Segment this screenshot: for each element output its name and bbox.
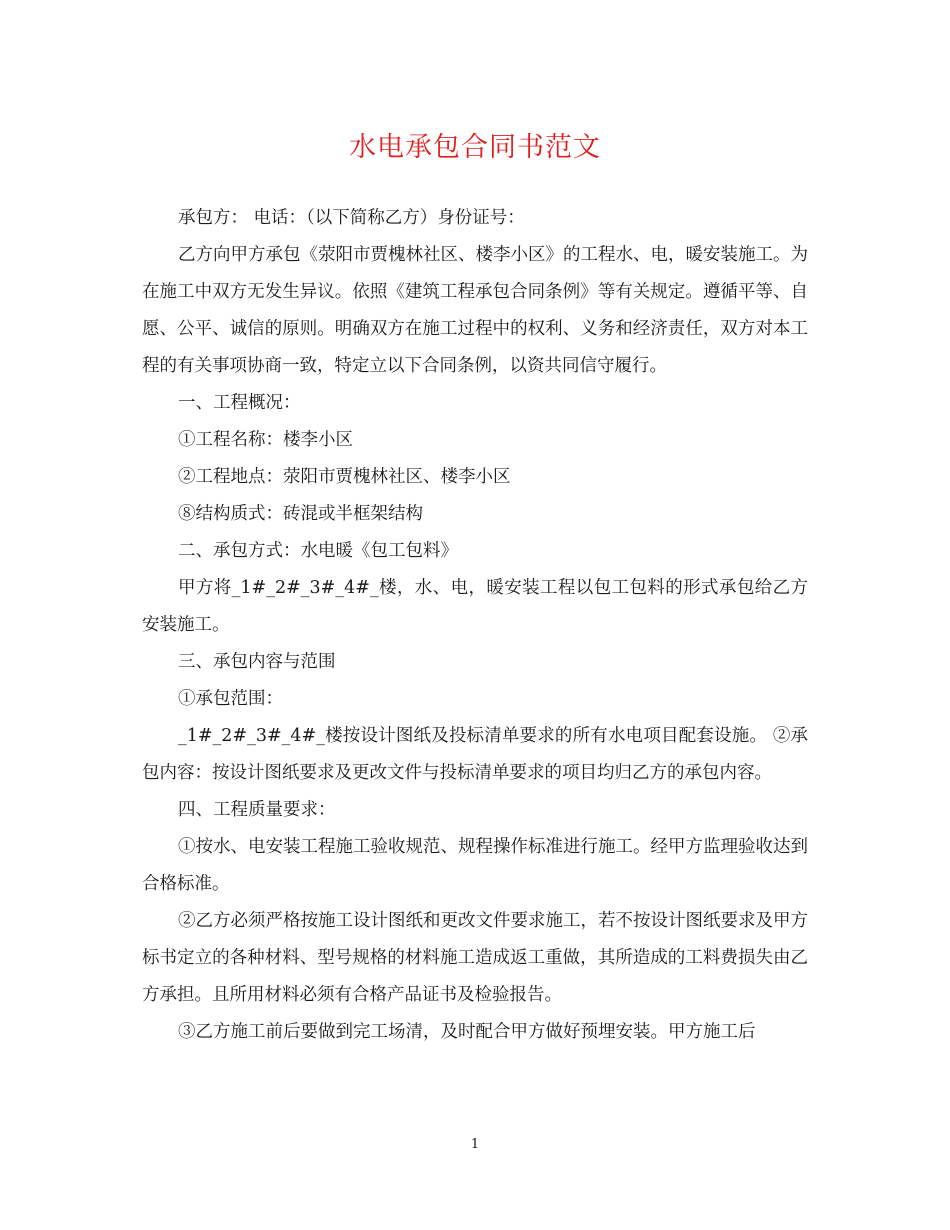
section-heading-contract-method: 二、承包方式：水电暖《包工包料》 bbox=[178, 541, 458, 561]
paragraph-quality-1: ①按水、电安装工程施工验收规范、规程操作标准进行施工。经甲方监理验收达到合格标准。 bbox=[142, 837, 808, 894]
paragraph-contract-method: 甲方将_1#_2#_3#_4#_楼，水、电，暖安装工程以包工包料的形式承包给乙方安装施工。 bbox=[142, 578, 808, 635]
paragraph-project-name: ①工程名称：楼李小区 bbox=[178, 430, 353, 450]
section-heading-project-overview: 一、工程概况： bbox=[178, 393, 301, 413]
paragraph-quality-3: ③乙方施工前后要做到完工场清，及时配合甲方做好预埋安装。甲方施工后 bbox=[178, 1022, 756, 1042]
paragraph-project-location: ②工程地点：荥阳市贾槐林社区、楼李小区 bbox=[178, 467, 511, 487]
document-body bbox=[142, 200, 808, 1051]
paragraph-contractor-info: 承包方： 电话：（以下简称乙方）身份证号： bbox=[178, 208, 525, 228]
page-number: 1 bbox=[470, 1137, 480, 1152]
paragraph-scope-content: _1#_2#_3#_4#_楼按设计图纸及投标清单要求的所有水电项目配套设施。 ②承包内容：按设计图纸要求及更改文件与投标清单要求的项目均归乙方的承包内容。 bbox=[142, 726, 808, 783]
paragraph-scope-label: ①承包范围： bbox=[178, 689, 283, 709]
paragraph-quality-2: ②乙方必须严格按施工设计图纸和更改文件要求施工，若不按设计图纸要求及甲方标书定立的各种材料、型号规格的材料施工造成返工重做，其所造成的工料费损失由乙方承担。且所用材料必须有合格产品证书及检验报告。 bbox=[142, 911, 808, 1005]
paragraph-preamble: 乙方向甲方承包《荥阳市贾槐林社区、楼李小区》的工程水、电，暖安装施工。为在施工中双方无发生异议。依照《建筑工程承包合同条例》等有关规定。遵循平等、自愿、公平、诚信的原则。明确双方在施工过程中的权利、义务和经济责任，双方对本工程的有关事项协商一致，特定立以下合同条例，以资共同信守履行。 bbox=[142, 245, 808, 376]
paragraph-structure-type: ⑧结构质式：砖混或半框架结构 bbox=[178, 504, 423, 524]
section-heading-quality: 四、工程质量要求： bbox=[178, 800, 336, 820]
section-heading-contract-scope: 三、承包内容与范围 bbox=[178, 652, 336, 672]
document-title: 水电承包合同书范文 bbox=[349, 132, 601, 163]
